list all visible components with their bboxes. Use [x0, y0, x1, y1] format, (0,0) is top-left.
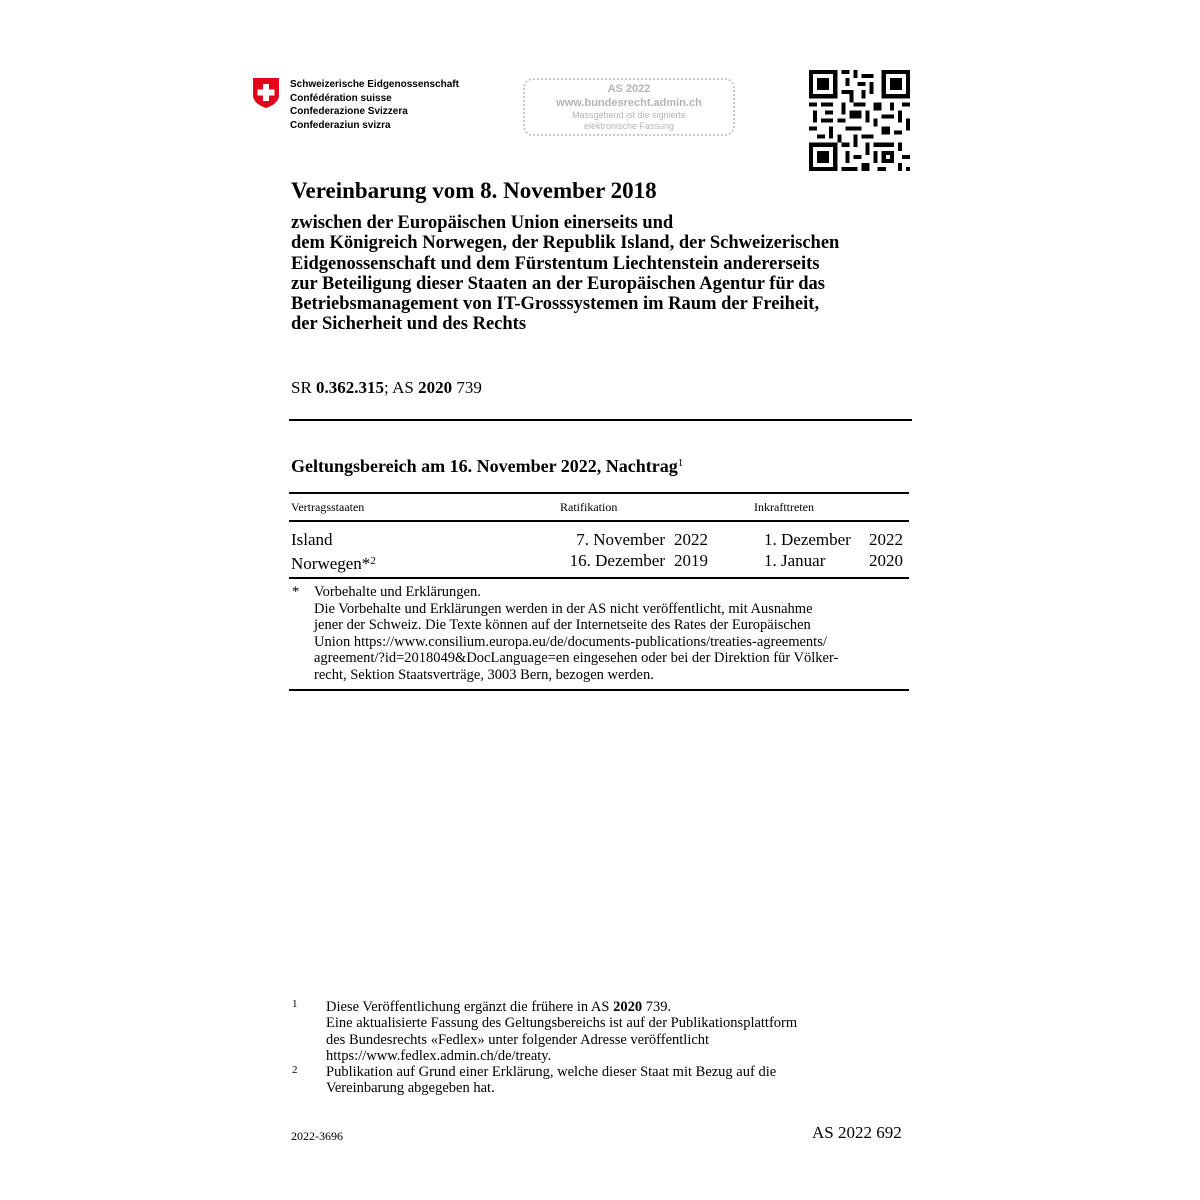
swiss-flag-icon: [252, 77, 280, 109]
table-row-2-state-name: Norwegen*: [291, 554, 371, 573]
note-line-2: Die Vorbehalte und Erklärungen werden in der AS nicht veröffentlicht, mit Ausnahme: [314, 600, 813, 617]
document-title: Vereinbarung vom 8. November 2018: [291, 178, 657, 203]
qr-code-icon: [809, 70, 910, 171]
scope-heading: [291, 456, 683, 477]
note-line-6: recht, Sektion Staatsverträge, 3003 Bern, bezogen werden.: [314, 666, 654, 683]
footnote-2-line-1: Publikation auf Grund einer Erklärung, welche dieser Staat mit Bezug auf die: [326, 1064, 777, 1080]
stamp-line-3: Massgebend ist die signierte: [571, 110, 687, 120]
footnote-1-prefix: Diese Veröffentlichung ergänzt die frühere in AS: [326, 999, 614, 1015]
scope-heading-footnote-ref: 1: [677, 457, 684, 469]
table-row-1-ratification-year: 2022: [674, 530, 708, 549]
table-body-rule: [289, 577, 909, 579]
footnote-2-line-2: Vereinbarung abgegeben hat.: [326, 1080, 495, 1097]
as-page-reference: AS 2022 692: [812, 1123, 902, 1142]
footnote-1-bold-year: 2020: [613, 999, 643, 1015]
section-divider: [289, 419, 912, 421]
reservations-note: [314, 584, 838, 684]
column-header-states: Vertragsstaaten: [291, 500, 365, 514]
confederation-name-de: Schweizerische Eidgenossenschaft: [290, 79, 459, 90]
footnote-1-suffix: 739.: [642, 999, 672, 1015]
footnote-1-line-2: Eine aktualisierte Fassung des Geltungsbereichs ist auf der Publikationsplattform: [326, 1015, 798, 1032]
table-row-1-state: Island: [291, 530, 333, 549]
note-line-5: agreement/?id=2018049&DocLanguage=en eingesehen oder bei der Direktion für Völker-: [314, 650, 839, 667]
note-marker: *: [292, 584, 300, 600]
confederation-name-fr: Confédération suisse: [290, 92, 392, 104]
sr-reference: [291, 378, 482, 398]
note-line-1: Vorbehalte und Erklärungen.: [314, 584, 481, 600]
table-top-rule: [289, 492, 909, 494]
footnote-1-line-3: des Bundesrechts «Fedlex» unter folgender Adresse veröffentlicht: [326, 1031, 710, 1048]
footnote-1-number: 1: [292, 998, 298, 1010]
footnote-1: [326, 999, 797, 1064]
table-row-2-ratification-year: 2019: [674, 551, 708, 570]
sr-label: SR: [291, 378, 312, 397]
subtitle-line-5: Betriebsmanagement von IT-Grosssystemen im Raum der Freiheit,: [291, 294, 820, 315]
footnote-2: [326, 1064, 776, 1097]
table-header-rule: [289, 520, 909, 522]
table-row-2-footnote-ref: 2: [370, 555, 376, 567]
subtitle-line-1: zwischen der Europäischen Union einerseits und: [291, 213, 674, 233]
sr-separator: ;: [384, 378, 389, 397]
as-label: AS: [392, 378, 414, 397]
column-header-entry-into-force: Inkrafttreten: [754, 500, 814, 514]
stamp-line-4: elektronische Fassung: [583, 121, 675, 131]
table-row-2-ratification-date: 16. Dezember: [569, 551, 665, 570]
document-number: 2022-3696: [291, 1129, 343, 1143]
table-row-1-effective-date: 1. Dezember: [764, 530, 851, 549]
document-subtitle: [291, 213, 839, 335]
subtitle-line-6: der Sicherheit und des Rechts: [291, 314, 527, 335]
table-bottom-rule: [289, 689, 909, 691]
stamp-line-1: AS 2022: [607, 83, 651, 95]
table-row-2-effective-year: 2020: [869, 551, 903, 570]
table-row-2-state: [291, 551, 376, 574]
stamp-line-2: www.bundesrecht.admin.ch: [556, 97, 702, 109]
footnote-2-number: 2: [292, 1064, 298, 1076]
footnote-1-line-4: https://www.fedlex.admin.ch/de/treaty.: [326, 1047, 552, 1064]
column-header-ratification: Ratifikation: [560, 500, 618, 514]
note-line-3: jener der Schweiz. Die Texte können auf der Internetseite des Rates der Europäischen: [314, 617, 811, 634]
as-year: 2020: [418, 378, 453, 397]
as-stamp: [523, 78, 735, 136]
subtitle-line-2: dem Königreich Norwegen, der Republik Island, der Schweizerischen: [291, 233, 840, 254]
footnote-1-line-1: [326, 999, 797, 1015]
subtitle-line-4: zur Beteiligung dieser Staaten an der Europäischen Agentur für das: [291, 273, 825, 294]
confederation-names: [290, 78, 459, 132]
table-row-1-effective-year: 2022: [869, 530, 903, 549]
confederation-name-rm: Confederaziun svizra: [290, 119, 391, 131]
sr-number: 0.362.315: [316, 378, 385, 397]
table-row-2-effective-date: 1. Januar: [764, 551, 826, 570]
scope-heading-text: Geltungsbereich am 16. November 2022, Nachtrag: [291, 456, 678, 476]
note-line-4: Union https://www.consilium.europa.eu/de/documents-publications/treaties-agreements/: [314, 633, 827, 650]
confederation-name-it: Confederazione Svizzera: [290, 106, 408, 117]
as-page: 739: [456, 378, 482, 397]
subtitle-line-3: Eidgenossenschaft und dem Fürstentum Liechtenstein andererseits: [291, 253, 820, 274]
table-row-1-ratification-date: 7. November: [576, 530, 665, 549]
